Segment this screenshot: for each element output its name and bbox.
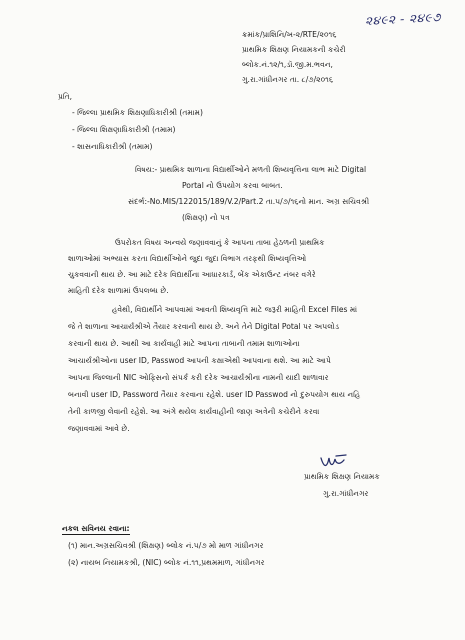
signatory-city: ગુ.રા.ગાંધીનગર: [323, 489, 369, 498]
reference-line: (શિક્ષણ) નો પત્ર: [182, 213, 230, 222]
recipient-item: - જિલ્લા શિક્ષણાધિકારીશ્રી (તમામ): [72, 125, 176, 134]
copy-title: નકલ સવિનય રવાના:: [62, 524, 130, 533]
body-line: તેની કાળજી લેવાની રહેશે. આ અંગે થયેલ કાર્યવાહીની જાણ અત્રેની કચેરીને કરવા: [68, 407, 320, 416]
copy-item: (૧) માન.અગ્રસચિવશ્રી (શિક્ષણ) બ્લોક નં.૫/૭ મો માળ ગાંધીનગર: [68, 541, 264, 550]
body-line: માહિતી દરેક શાળામાં ઉપલબ્ધ છે.: [68, 286, 169, 295]
body-line: આપના જિલ્લાની NIC ઓફિસનો સંપર્ક કરી દરેક આચાર્યશ્રીના નામની યાદી શાળાવાર: [68, 373, 329, 382]
body-line: હવેથી, વિદ્યાર્થીને આપવામાં આવતી શિષ્યવૃત્તિ માટે જરૂરી માહિતી Excel Files માં: [112, 305, 358, 314]
body-line: જણાવવામાં આવે છે.: [68, 424, 130, 433]
reference-line: સંદર્ભ:-No.MIS/122015/189/V.2/Part.2 તા.૫/૭/૧૬નો માન. અગ્ર સચિવશ્રી: [128, 197, 370, 206]
header-city-date: ગુ.રા.ગાંધીનગર તા. ૮/૭/૨૦૧૬: [242, 75, 334, 84]
copy-item: (૨) નાયબ નિયામકશ્રી, (NIC) બ્લોક નં.૧૧,પ્રથમમાળ, ગાંધીનગર: [68, 558, 265, 567]
signatory-designation: પ્રાથમિક શિક્ષણ નિયામક: [304, 472, 380, 481]
subject-line: વિષય:- પ્રાથમિક શાળાના વિદ્યાર્થીઓને મળતી શિષ્યવૃત્તિના લાભ માટે Digital: [135, 165, 367, 174]
body-line: કરવાની થાય છે. આથી આ કાર્યવાહી માટે આપના તાબાની તમામ શાળાઓના: [68, 339, 300, 348]
signature-mark: [318, 452, 350, 472]
body-line: ઉપરોકત વિષય અન્વયે જણાવવાનું કે આપના તાબા હેઠળની પ્રાથમિક: [115, 238, 325, 247]
body-line: ચુકવવાની થાય છે. આ માટે દરેક વિદ્યાર્થીના આધારકાર્ડ, બેંક એકાઉન્ટ નંબર વગેરે: [68, 270, 316, 279]
header-address: બ્લોક.નં.૧૨/૧,ડૉ.જી.મ.ભવન,: [242, 60, 333, 69]
body-line: બનાવી user ID, Password તૈયાર કરવાના રહેશે. user ID Passwod નો દુરુપયોગ થાય નહિ: [68, 390, 361, 399]
recipient-item: - જિલ્લા પ્રાથમિક શિક્ષણાધિકારીશ્રી (તમામ): [72, 108, 203, 117]
handwritten-number: ૨૪૯૨ - ૨૪૯૭: [364, 10, 442, 28]
subject-line: Portal નો ઉપયોગ કરવા બાબત.: [182, 181, 283, 190]
header-ref: ક્રમાંક/પ્રાશિનિ/ખ-૨/RTE/૨૦૧૬: [242, 30, 337, 39]
body-line: જે તે શાળાના આચાર્યશ્રીએ તૈયાર કરવાની થાય છે. અને તેને Digital Potal પર અપલોડ: [68, 322, 340, 331]
prati-label: પ્રતિ,: [58, 92, 73, 101]
body-line: શાળાઓમાં અભ્યાસ કરતા વિદ્યાર્થીઓને જુદા જુદા વિભાગ તરફથી શિષ્યવૃત્તિઓ: [68, 254, 307, 263]
header-office: પ્રાથમિક શિક્ષણ નિયામકની કચેરી: [242, 45, 346, 54]
recipient-item: - શાસનાધિકારીશ્રી (તમામ): [72, 142, 153, 151]
body-line: આચાર્યશ્રીઓના user ID, Passwod આપની કક્ષાએથી આપવાના થશે. આ માટે આપે: [68, 356, 331, 365]
